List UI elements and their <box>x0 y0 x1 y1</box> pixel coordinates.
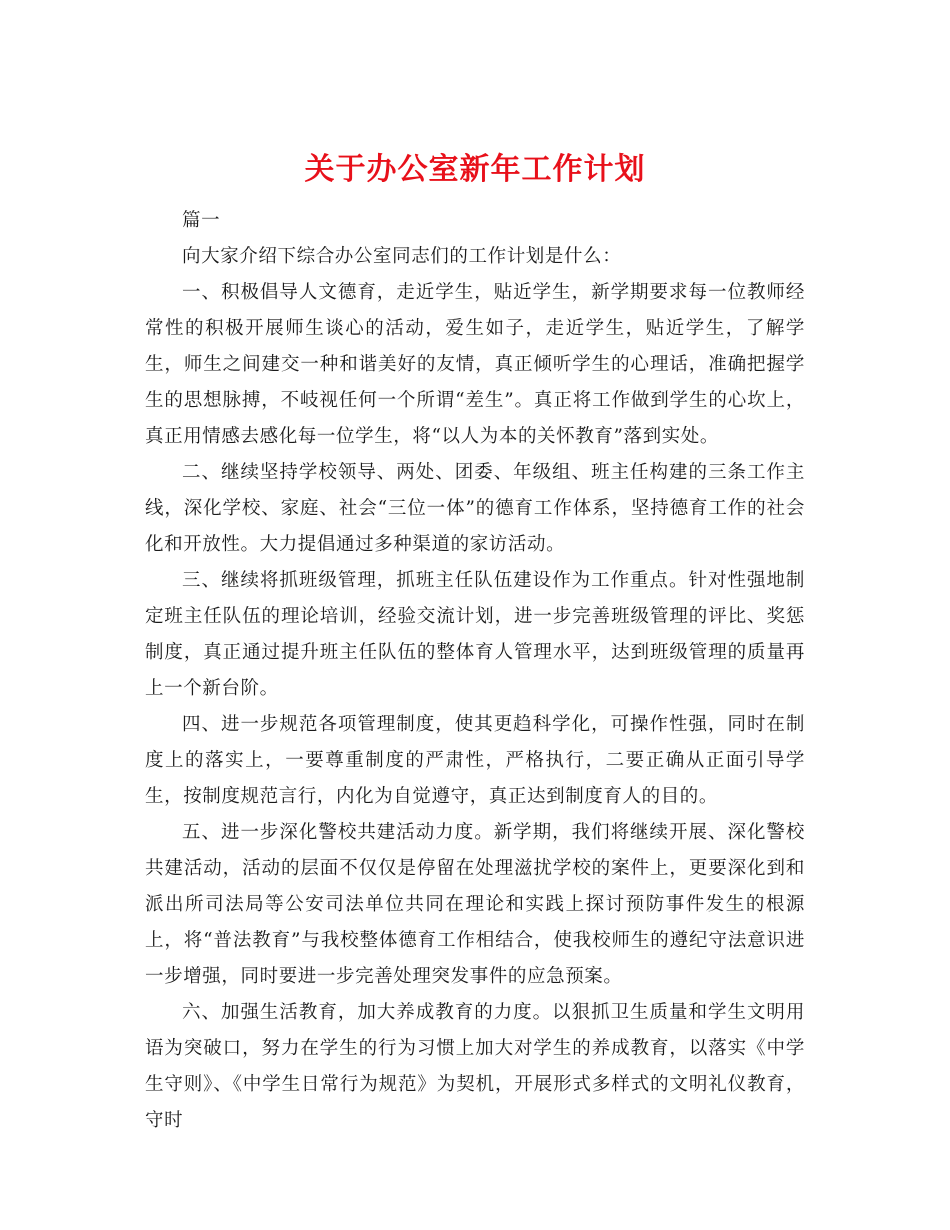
document-body <box>145 203 805 1139</box>
paragraph-4: 四、进一步规范各项管理制度，使其更趋科学化，可操作性强，同时在制度上的落实上，一要尊重制度的严肃性，严格执行，二要正确从正面引导学生，按制度规范言行，内化为自觉遵守，真正达到制度育人的目的。 <box>145 714 805 807</box>
intro-paragraph: 向大家介绍下综合办公室同志们的工作计划是什么： <box>182 246 622 267</box>
paragraph-6: 六、加强生活教育，加大养成教育的力度。以狠抓卫生质量和学生文明用语为突破口，努力在学生的行为习惯上加大对学生的养成教育，以落实《中学生守则》、《中学生日常行为规范》为契机，开展形式多样式的文明礼仪教育，守时 <box>145 1002 805 1131</box>
paragraph-3: 三、继续将抓班级管理，抓班主任队伍建设作为工作重点。针对性强地制定班主任队伍的理论培训，经验交流计划，进一步完善班级管理的评比、奖惩制度，真正通过提升班主任队伍的整体育人管理水平，达到班级管理的质量再上一个新台阶。 <box>145 570 805 699</box>
paragraph-5: 五、进一步深化警校共建活动力度。新学期，我们将继续开展、深化警校共建活动，活动的层面不仅仅是停留在处理滋扰学校的案件上，更要深化到和派出所司法局等公安司法单位共同在理论和实践上探讨预防事件发生的根源上，将“普法教育”与我校整体德育工作相结合，使我校师生的遵纪守法意识进一步增强，同时要进一步完善处理突发事件的应急预案。 <box>145 822 805 987</box>
section-heading: 篇一 <box>182 210 221 231</box>
paragraph-1: 一、积极倡导人文德育，走近学生，贴近学生，新学期要求每一位教师经常性的积极开展师生谈心的活动，爱生如子，走近学生，贴近学生，了解学生，师生之间建交一种和谐美好的友情，真正倾听学生的心理话，准确把握学生的思想脉搏，不岐视任何一个所谓“差生”。真正将工作做到学生的心坎上，真正用情感去感化每一位学生，将“以人为本的关怀教育”落到实处。 <box>145 282 805 447</box>
paragraph-2: 二、继续坚持学校领导、两处、团委、年级组、班主任构建的三条工作主线，深化学校、家庭、社会“三位一体”的德育工作体系，坚持德育工作的社会化和开放性。大力提倡通过多种渠道的家访活动。 <box>145 462 805 555</box>
document-title: 关于办公室新年工作计划 <box>304 152 646 188</box>
